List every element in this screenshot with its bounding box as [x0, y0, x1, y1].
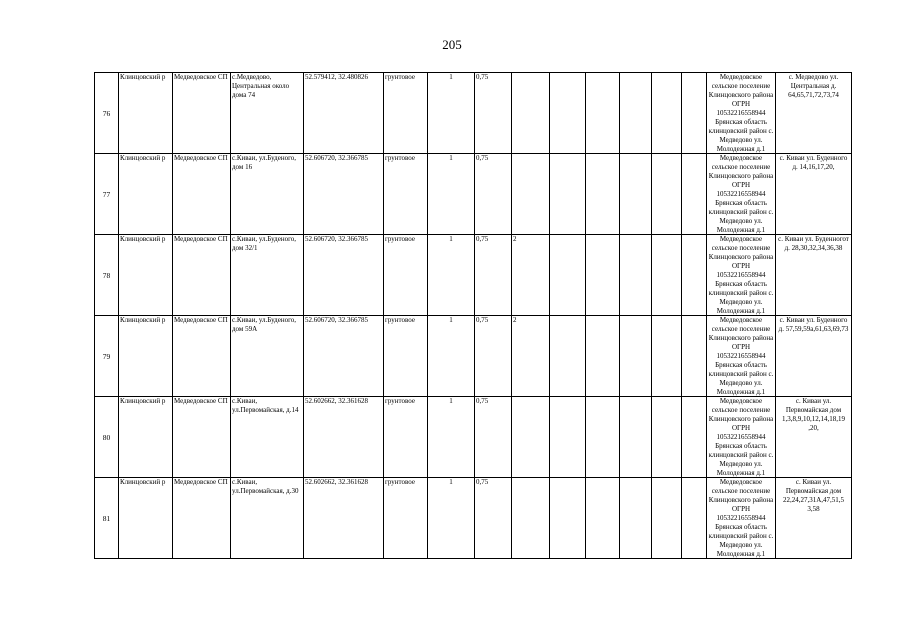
coordinates-cell: 52.606720, 32.366785: [304, 316, 384, 397]
count-cell: 1: [428, 316, 475, 397]
empty-cell: [682, 478, 707, 559]
volume-cell: 0,75: [475, 478, 512, 559]
owner-cell: [707, 235, 776, 316]
empty-cell: [620, 154, 652, 235]
volume-cell: 0,75: [475, 235, 512, 316]
count-cell: 1: [428, 478, 475, 559]
surface-cell: грунтовое: [384, 154, 428, 235]
owner-text: Медведовское сельское поселение Клинцовского района ОГРН 10532216558944 Брянская область клинцовский район с. Медведово ул. Молодежная д.1: [708, 235, 774, 315]
owner-text: Медведовское сельское поселение Клинцовского района ОГРН 10532216558944 Брянская область клинцовский район с. Медведово ул. Молодежная д.1: [708, 316, 774, 396]
volume-cell: 0,75: [475, 154, 512, 235]
coordinates-cell: 52.602662, 32.361628: [304, 478, 384, 559]
houses-cell: с. Медведово ул. Центральная д. 64,65,71,72,73,74: [776, 73, 852, 154]
empty-cell: [620, 73, 652, 154]
empty-cell: [652, 316, 682, 397]
count-cell: 1: [428, 235, 475, 316]
surface-cell: грунтовое: [384, 478, 428, 559]
empty-cell: [652, 235, 682, 316]
owner-cell: [707, 397, 776, 478]
houses-cell: с. Киваи ул. Буденного д. 14,16,17,20,: [776, 154, 852, 235]
empty-cell: [620, 397, 652, 478]
count-cell: 1: [428, 397, 475, 478]
table-row: [95, 235, 852, 316]
count-cell: 1: [428, 73, 475, 154]
empty-cell: [682, 235, 707, 316]
owner-text: Медведовское сельское поселение Клинцовского района ОГРН 10532216558944 Брянская область клинцовский район с. Медведово ул. Молодежная д.1: [708, 397, 774, 477]
volume-cell: 0,75: [475, 73, 512, 154]
surface-cell: грунтовое: [384, 397, 428, 478]
surface-cell: грунтовое: [384, 235, 428, 316]
empty-cell: [682, 397, 707, 478]
empty-cell: [620, 478, 652, 559]
empty-cell: [652, 154, 682, 235]
address-cell: с.Киваи, ул.Первомайская, д.14: [231, 397, 304, 478]
settlement-cell: Медведовское СП: [173, 316, 231, 397]
district-cell: Клинцовский р: [119, 154, 173, 235]
table-row: [95, 478, 852, 559]
row-number-cell: 80: [95, 397, 119, 478]
empty-cell: [652, 478, 682, 559]
registry-table: [94, 72, 852, 559]
coordinates-cell: 52.602662, 32.361628: [304, 397, 384, 478]
address-cell: с.Киваи, ул.Первомайская, д.30: [231, 478, 304, 559]
row-number-cell: 76: [95, 73, 119, 154]
settlement-cell: Медведовское СП: [173, 154, 231, 235]
extra-cell: 2: [512, 235, 550, 316]
empty-cell: [550, 73, 586, 154]
district-cell: Клинцовский р: [119, 235, 173, 316]
owner-cell: [707, 478, 776, 559]
count-cell: 1: [428, 154, 475, 235]
surface-cell: грунтовое: [384, 73, 428, 154]
volume-cell: 0,75: [475, 397, 512, 478]
district-cell: Клинцовский р: [119, 73, 173, 154]
empty-cell: [682, 316, 707, 397]
owner-text: Медведовское сельское поселение Клинцовского района ОГРН 10532216558944 Брянская область клинцовский район с. Медведово ул. Молодежная д.1: [708, 154, 774, 234]
settlement-cell: Медведовское СП: [173, 397, 231, 478]
table-row: [95, 154, 852, 235]
table-row: [95, 73, 852, 154]
address-cell: с.Киваи, ул.Буденого, дом 32/1: [231, 235, 304, 316]
houses-cell: с. Киваи ул. Первомайская дом 1,3,8,9,10,12,14,18,19 ,20,: [776, 397, 852, 478]
empty-cell: [550, 397, 586, 478]
houses-cell: с. Киваи ул. Буденногот д. 28,30,32,34,36,38: [776, 235, 852, 316]
extra-cell: [512, 478, 550, 559]
empty-cell: [652, 397, 682, 478]
extra-cell: 2: [512, 316, 550, 397]
surface-cell: грунтовое: [384, 316, 428, 397]
row-number-cell: 81: [95, 478, 119, 559]
empty-cell: [586, 478, 620, 559]
extra-cell: [512, 73, 550, 154]
address-cell: с.Киваи, ул.Буденого, дом 16: [231, 154, 304, 235]
empty-cell: [586, 73, 620, 154]
row-number-cell: 79: [95, 316, 119, 397]
coordinates-cell: 52.579412, 32.480826: [304, 73, 384, 154]
owner-cell: [707, 316, 776, 397]
empty-cell: [620, 316, 652, 397]
empty-cell: [586, 397, 620, 478]
empty-cell: [550, 154, 586, 235]
volume-cell: 0,75: [475, 316, 512, 397]
address-cell: с.Медведово, Центральная около дома 74: [231, 73, 304, 154]
extra-cell: [512, 397, 550, 478]
district-cell: Клинцовский р: [119, 397, 173, 478]
owner-text: Медведовское сельское поселение Клинцовского района ОГРН 10532216558944 Брянская область клинцовский район с. Медведово ул. Молодежная д.1: [708, 478, 774, 558]
district-cell: Клинцовский р: [119, 478, 173, 559]
empty-cell: [682, 154, 707, 235]
houses-cell: с. Киваи ул. Буденного д. 57,59,59а,61,63,69,73: [776, 316, 852, 397]
owner-cell: [707, 154, 776, 235]
row-number-cell: 77: [95, 154, 119, 235]
row-number-cell: 78: [95, 235, 119, 316]
table-row: [95, 316, 852, 397]
district-cell: Клинцовский р: [119, 316, 173, 397]
empty-cell: [550, 235, 586, 316]
owner-cell: [707, 73, 776, 154]
empty-cell: [586, 316, 620, 397]
empty-cell: [682, 73, 707, 154]
empty-cell: [586, 154, 620, 235]
coordinates-cell: 52.606720, 32.366785: [304, 154, 384, 235]
settlement-cell: Медведовское СП: [173, 235, 231, 316]
settlement-cell: Медведовское СП: [173, 478, 231, 559]
houses-cell: с. Киваи ул. Первомайская дом 22,24,27,31А,47,51,5 3,58: [776, 478, 852, 559]
table-row: [95, 397, 852, 478]
owner-text: Медведовское сельское поселение Клинцовского района ОГРН 10532216558944 Брянская область клинцовский район с. Медведово ул. Молодежная д.1: [708, 73, 774, 153]
empty-cell: [652, 73, 682, 154]
settlement-cell: Медведовское СП: [173, 73, 231, 154]
empty-cell: [586, 235, 620, 316]
address-cell: с.Киваи, ул.Буденого, дом 59А: [231, 316, 304, 397]
page-number: 205: [442, 37, 462, 52]
coordinates-cell: 52.606720, 32.366785: [304, 235, 384, 316]
extra-cell: [512, 154, 550, 235]
empty-cell: [550, 316, 586, 397]
empty-cell: [620, 235, 652, 316]
empty-cell: [550, 478, 586, 559]
